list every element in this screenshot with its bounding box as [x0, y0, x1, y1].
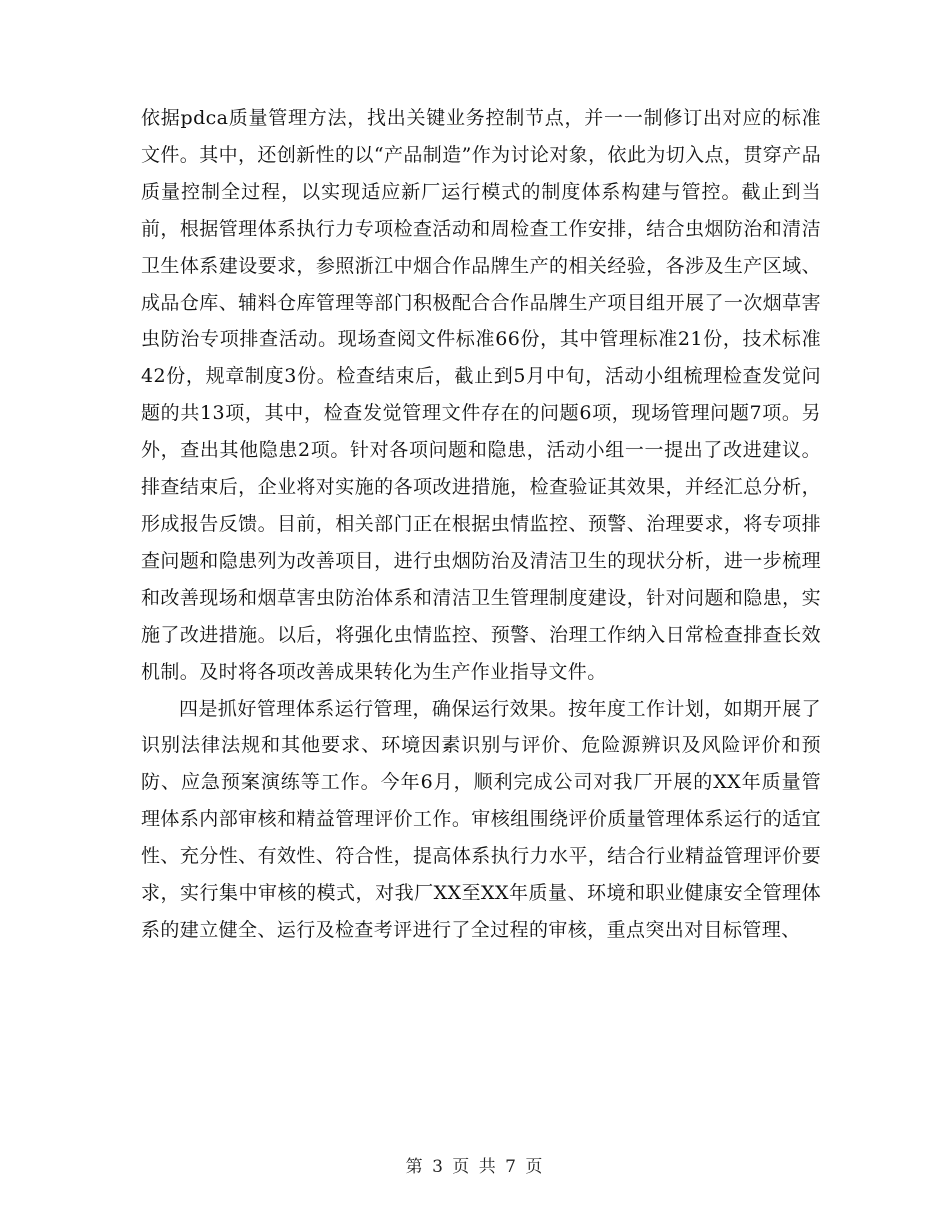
document-body [141, 100, 821, 949]
paragraph-2: 四是抓好管理体系运行管理，确保运行效果。按年度工作计划，如期开展了识别法律法规和其他要求、环境因素识别与评价、危险源辨识及风险评价和预防、应急预案演练等工作。今年6月，顺利完成公司对我厂开展的XX年质量管理体系内部审核和精益管理评价工作。审核组围绕评价质量管理体系运行的适宜性、充分性、有效性、符合性，提高体系执行力水平，结合行业精益管理评价要求，实行集中审核的模式，对我厂XX至XX年质量、环境和职业健康安全管理体系的建立健全、运行及检查考评进行了全过程的审核，重点突出对目标管理、 [141, 697, 821, 941]
paragraph-1: 依据pdca质量管理方法，找出关键业务控制节点，并一一制修订出对应的标准文件。其中，还创新性的以“产品制造”作为讨论对象，依此为切入点，贯穿产品质量控制全过程，以实现适应新厂运行模式的制度体系构建与管控。截止到当前，根据管理体系执行力专项检查活动和周检查工作安排，结合虫烟防治和清洁卫生体系建设要求，参照浙江中烟合作品牌生产的相关经验，各涉及生产区域、成品仓库、辅料仓库管理等部门积极配合合作品牌生产项目组开展了一次烟草害虫防治专项排查活动。现场查阅文件标准66份，其中管理标准21份，技术标准42份，规章制度3份。检查结束后，截止到5月中旬，活动小组梳理检查发觉问题的共13项，其中，检查发觉管理文件存在的问题6项，现场管理问题7项。另外，查出其他隐患2项。针对各项问题和隐患，活动小组一一提出了改进建议。排查结束后，企业将对实施的各项改进措施，检查验证其效果，并经汇总分析，形成报告反馈。目前，相关部门正在根据虫情监控、预警、治理要求，将专项排查问题和隐患列为改善项目，进行虫烟防治及清洁卫生的现状分析，进一步梳理和改善现场和烟草害虫防治体系和清洁卫生管理制度建设，针对问题和隐患，实施了改进措施。以后，将强化虫情监控、预警、治理工作纳入日常检查排查长效机制。及时将各项改善成果转化为生产作业指导文件。 [141, 107, 821, 683]
page-footer [0, 1152, 950, 1177]
page-number-label: 第 3 页 共 7 页 [405, 1157, 545, 1177]
